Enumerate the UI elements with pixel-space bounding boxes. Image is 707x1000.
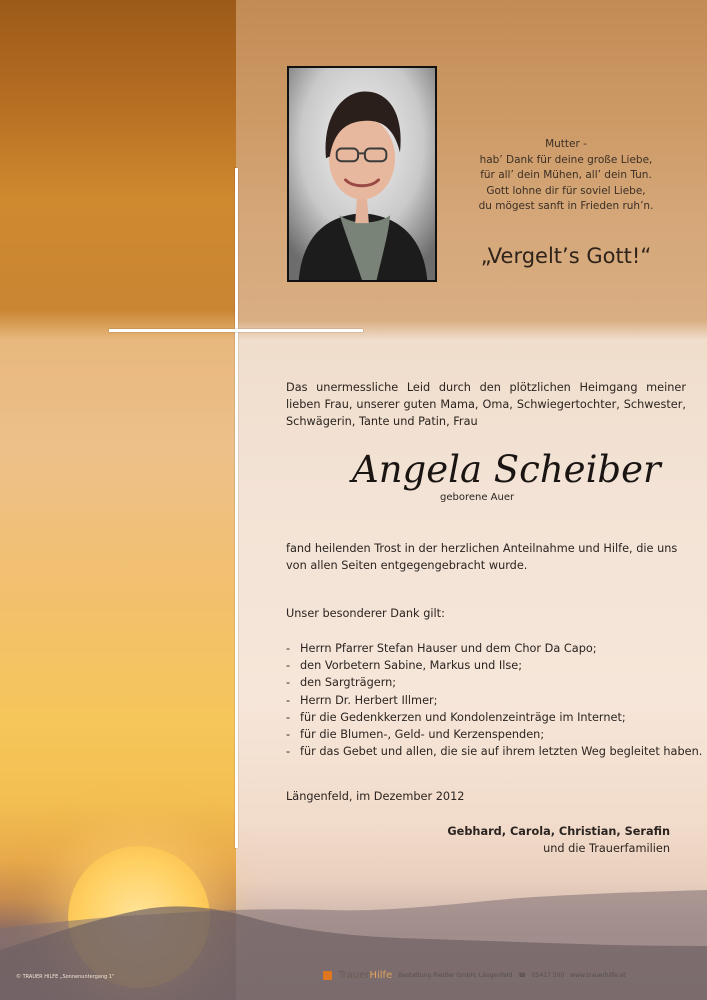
website-link[interactable]: www.trauerhilfe.at: [570, 971, 626, 979]
trauerhilfe-logo: TrauerHilfe: [338, 969, 393, 981]
portrait-photo: [287, 66, 437, 282]
phone-number: 05417 500: [531, 971, 565, 979]
deceased-name: Angela Scheiber: [352, 448, 661, 491]
place-date: Längenfeld, im Dezember 2012: [286, 790, 465, 803]
signers: [440, 823, 670, 857]
verse-line: du mögest sanft in Frieden ruh’n.: [478, 200, 654, 212]
list-item: - für die Gedenkkerzen und Kondolenzeinträge im Internet;: [286, 710, 626, 724]
thanks-paragraph: fand heilenden Trost in der herzlichen Anteilnahme und Hilfe, die uns von allen Seiten entgegengebracht wurde.: [286, 542, 678, 572]
list-item: - für das Gebet und allen, die sie auf ihrem letzten Weg begleitet haben.: [286, 745, 703, 759]
hills-silhouette: [0, 880, 707, 1000]
special-thanks-heading: Unser besonderer Dank gilt:: [286, 607, 445, 620]
list-item: - Herrn Pfarrer Stefan Hauser und dem Chor Da Capo;: [286, 642, 597, 655]
intro-paragraph: Das unermessliche Leid durch den plötzlichen Heimgang meiner lieben Frau, unserer guten Mama, Oma, Schwiegertochter, Schwester, Schwägerin, Tante und Patin, Frau: [286, 381, 686, 428]
list-item: - für die Blumen-, Geld- und Kerzenspenden;: [286, 728, 545, 742]
list-item: - Herrn Dr. Herbert Illmer;: [286, 693, 438, 707]
cross-horizontal-bar: [109, 329, 363, 332]
vergelts-gott-heading: „Vergelt’s Gott!“: [480, 244, 652, 268]
company-name: Bestattung Riedler GmbH, Längenfeld: [398, 971, 513, 979]
verse-line: Gott lohne dir für soviel Liebe,: [486, 184, 646, 197]
signer-families: und die Trauerfamilien: [543, 842, 670, 855]
trauerhilfe-logo-icon: [323, 971, 332, 980]
list-item: - den Sargträgern;: [286, 676, 397, 690]
phone-icon: ☎: [518, 971, 526, 979]
verse-line: hab’ Dank für deine große Liebe,: [479, 153, 653, 166]
cross-vertical-bar: [235, 168, 238, 848]
list-item: - den Vorbetern Sabine, Markus und Ilse;: [286, 659, 523, 673]
signer-names: Gebhard, Carola, Christian, Serafin: [447, 825, 670, 838]
footer-credits: [323, 968, 626, 982]
verse-line: Mutter -: [545, 138, 587, 150]
maiden-name: geborene Auer: [440, 492, 515, 503]
thanks-list: [286, 640, 702, 760]
verse-line: für all’ dein Mühen, all’ dein Tun.: [480, 169, 652, 181]
verse: [456, 137, 676, 215]
copyright-note: © TRAUER HILFE „Sonnenuntergang 1": [16, 974, 115, 980]
